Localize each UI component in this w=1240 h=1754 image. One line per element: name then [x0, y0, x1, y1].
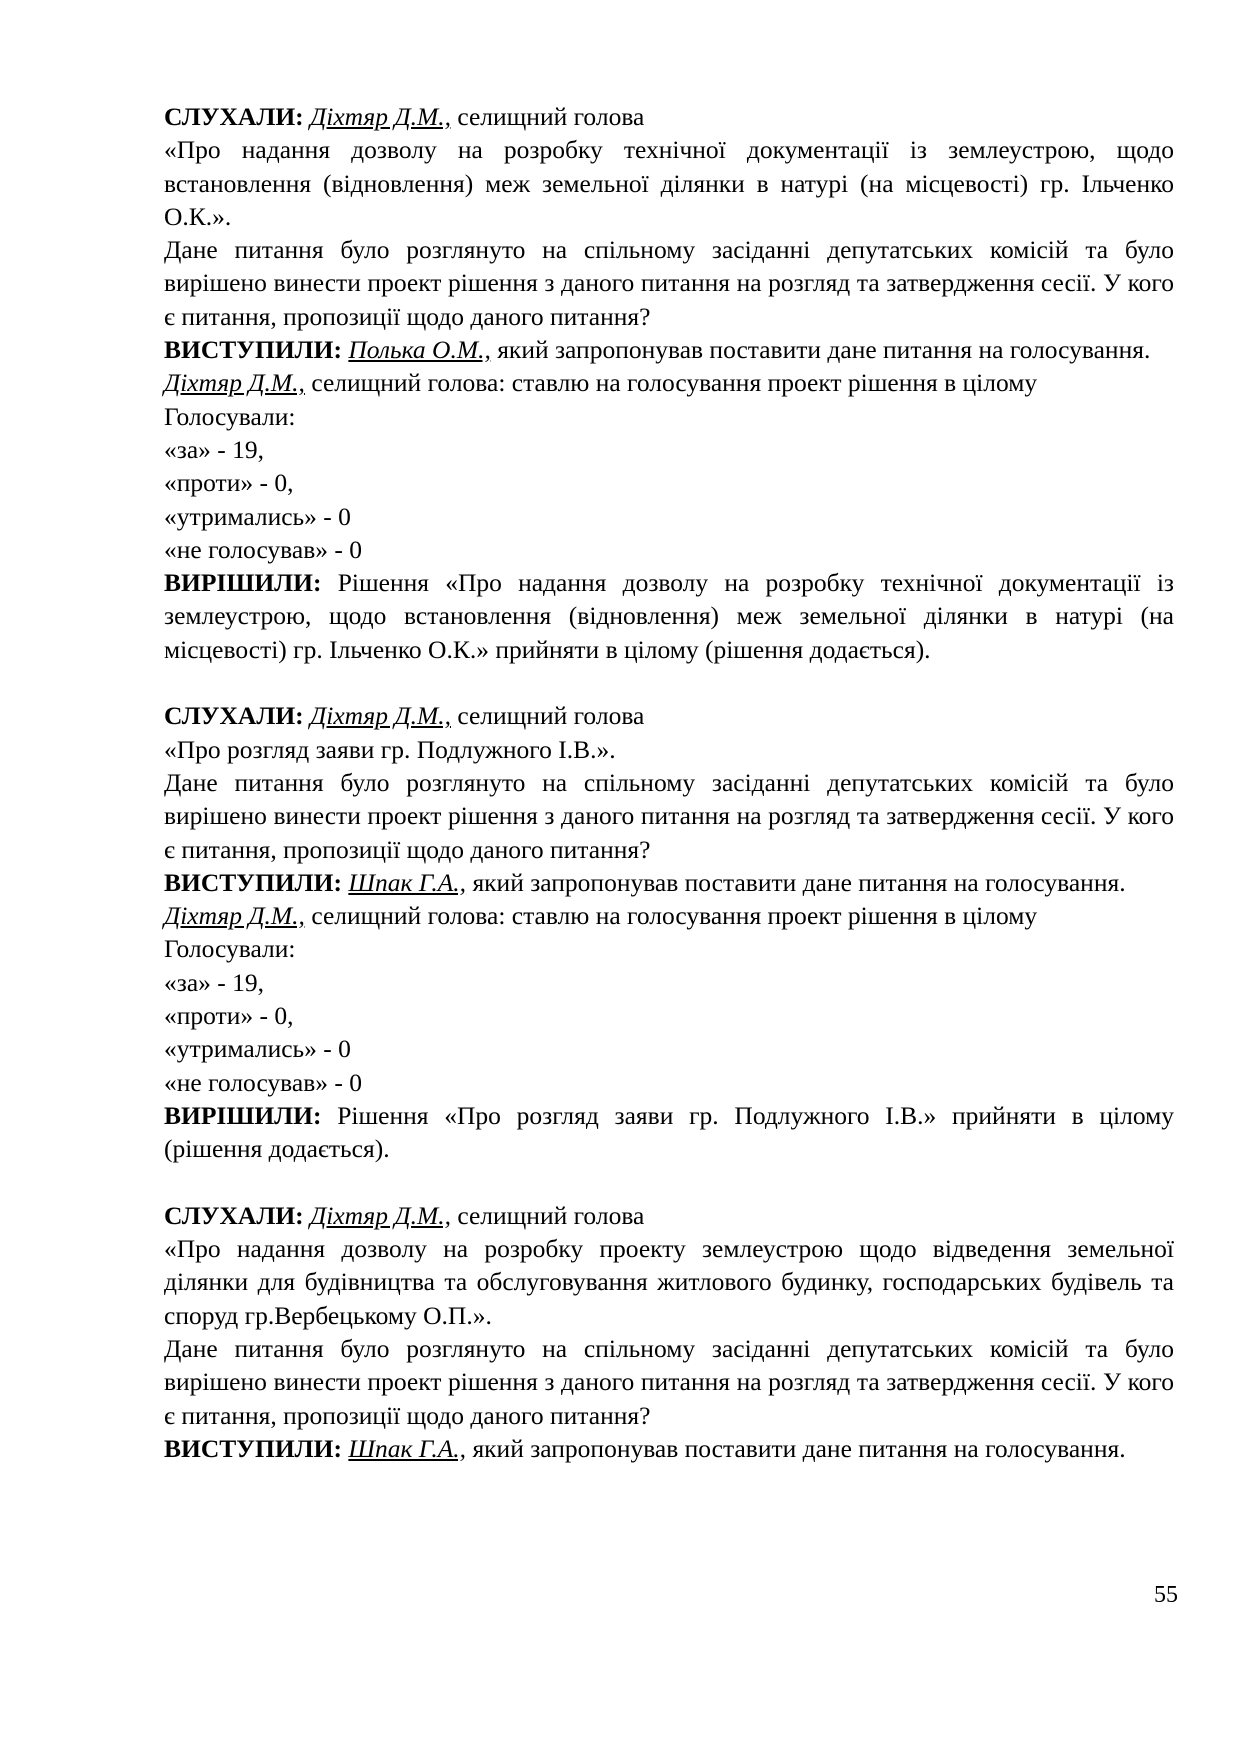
- chair-text: селищний голова: ставлю на голосування проект рішення в цілому: [304, 901, 1038, 931]
- chair-text: селищний голова: ставлю на голосування проект рішення в цілому: [304, 368, 1038, 398]
- chair-name: Діхтяр Д.М.,: [164, 901, 305, 931]
- speaker-role: селищний голова: [450, 1200, 645, 1230]
- spoke-line: [164, 1432, 1174, 1465]
- spoke-text: який запропонував поставити дане питання на голосування.: [466, 1433, 1126, 1463]
- info-text: Дане питання було розглянуто на спільному засіданні депутатських комісій та було вирішено винести проект рішення з даного питання на розгляд та затвердження сесії. У кого є питання, пропозиції щодо даного питання?: [164, 1333, 1174, 1430]
- speaker-name: Шпак Г.А.,: [348, 867, 467, 897]
- topic-text: «Про надання дозволу на розробку проекту землеустрою щодо відведення земельної ділянки для будівництва та обслуговування житлового будинку, господарських будівель та споруд гр.Вербецькому О.П.».: [164, 1234, 1174, 1330]
- speaker-role: селищний голова: [450, 102, 645, 131]
- topic-text: «Про розгляд заяви гр. Подлужного І.В.».: [164, 734, 616, 764]
- decided-line: [164, 1099, 1174, 1166]
- voting-title: Голосували:: [164, 934, 296, 964]
- heard-line: [164, 699, 1174, 732]
- spoke-line: [164, 866, 1174, 899]
- chair-line: [164, 366, 1174, 399]
- decided-label: ВИРІШИЛИ:: [164, 1100, 322, 1130]
- speaker-name: Діхтяр Д.М.,: [310, 1200, 451, 1230]
- speaker-name: Діхтяр Д.М.,: [310, 102, 451, 131]
- vote-not-voted: «не голосував» - 0: [164, 1067, 362, 1097]
- speaker-role: селищний голова: [450, 701, 645, 731]
- decided-text: Рішення «Про надання дозволу на розробку технічної документації із землеустрою, щодо встановлення (відновлення) меж земельної ділянки в натурі (на місцевості) гр. Ільченко О.К.» прийняти в цілому (рішення додається).: [164, 568, 1174, 664]
- speaker-name: Шпак Г.А.,: [348, 1433, 467, 1463]
- agenda-item-2: [164, 699, 1174, 1165]
- spoke-line: [164, 333, 1174, 366]
- vote-against: «проти» - 0,: [164, 468, 294, 498]
- speaker-name: Полька О.М.,: [348, 335, 491, 365]
- spoke-text: який запропонував поставити дане питання на голосування.: [466, 867, 1126, 897]
- heard-line: [164, 100, 1174, 133]
- page-number: 55: [1154, 1582, 1178, 1608]
- speaker-name: Діхтяр Д.М.,: [310, 701, 451, 731]
- info-text: Дане питання було розглянуто на спільному засіданні депутатських комісій та було вирішено винести проект рішення з даного питання на розгляд та затвердження сесії. У кого є питання, пропозиції щодо даного питання?: [164, 235, 1174, 331]
- topic-text: «Про надання дозволу на розробку технічної документації із землеустрою, щодо встановлення (відновлення) меж земельної ділянки в натурі (на місцевості) гр. Ільченко О.К.».: [164, 135, 1174, 231]
- document-body: [164, 100, 1174, 1465]
- chair-line: [164, 899, 1174, 932]
- heard-line: [164, 1199, 1174, 1232]
- decided-label: ВИРІШИЛИ:: [164, 568, 322, 598]
- vote-abstained: «утримались» - 0: [164, 501, 351, 531]
- vote-not-voted: «не голосував» - 0: [164, 534, 362, 564]
- heard-label: СЛУХАЛИ:: [164, 102, 304, 131]
- vote-against: «проти» - 0,: [164, 1001, 294, 1031]
- vote-abstained: «утримались» - 0: [164, 1034, 351, 1064]
- spoke-label: ВИСТУПИЛИ:: [164, 335, 342, 365]
- decided-text: Рішення «Про розгляд заяви гр. Подлужного І.В.» прийняти в цілому (рішення додається).: [164, 1100, 1174, 1164]
- spacer: [164, 666, 1174, 699]
- chair-name: Діхтяр Д.М.,: [164, 368, 305, 398]
- spoke-label: ВИСТУПИЛИ:: [164, 1433, 342, 1463]
- voting-title: Голосували:: [164, 401, 296, 431]
- vote-for: «за» - 19,: [164, 967, 265, 997]
- spoke-text: який запропонував поставити дане питання на голосування.: [490, 335, 1151, 365]
- heard-label: СЛУХАЛИ:: [164, 1200, 304, 1230]
- heard-label: СЛУХАЛИ:: [164, 701, 304, 731]
- agenda-item-3: [164, 1199, 1174, 1465]
- spoke-label: ВИСТУПИЛИ:: [164, 867, 342, 897]
- decided-line: [164, 566, 1174, 666]
- spacer: [164, 1166, 1174, 1199]
- agenda-item-1: [164, 100, 1174, 666]
- info-text: Дане питання було розглянуто на спільному засіданні депутатських комісій та було вирішено винести проект рішення з даного питання на розгляд та затвердження сесії. У кого є питання, пропозиції щодо даного питання?: [164, 767, 1174, 864]
- vote-for: «за» - 19,: [164, 434, 265, 464]
